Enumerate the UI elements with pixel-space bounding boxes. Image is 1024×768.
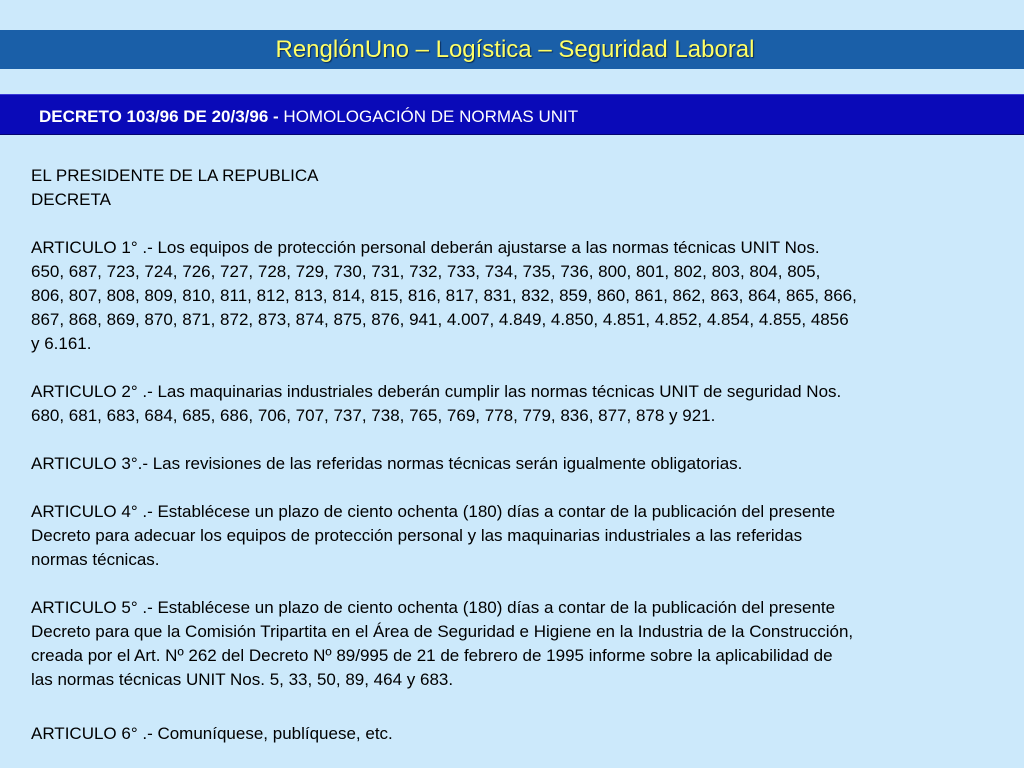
article-2 <box>31 380 1006 428</box>
article-1-line: y 6.161. <box>31 334 92 353</box>
decree-heading-bold: DECRETO 103/96 DE 20/3/96 - <box>39 107 279 126</box>
article-5-line: las normas técnicas UNIT Nos. 5, 33, 50, 89, 464 y 683. <box>31 670 454 689</box>
article-2-line: 680, 681, 683, 684, 685, 686, 706, 707, 737, 738, 765, 769, 778, 779, 836, 877, 878 y 921. <box>31 406 716 425</box>
article-2-line: ARTICULO 2° .- Las maquinarias industriales deberán cumplir las normas técnicas UNIT de seguridad Nos. <box>31 382 842 401</box>
article-6 <box>31 722 1006 746</box>
article-4-line: Decreto para adecuar los equipos de protección personal y las maquinarias industriales a las referidas <box>31 526 803 545</box>
article-4 <box>31 500 1006 572</box>
article-4-line: ARTICULO 4° .- Establécese un plazo de ciento ochenta (180) días a contar de la publicación del presente <box>31 502 836 521</box>
article-5-line: creada por el Art. Nº 262 del Decreto Nº 89/995 de 21 de febrero de 1995 informe sobre la aplicabilidad de <box>31 646 833 665</box>
decreta-line: DECRETA <box>31 190 111 209</box>
article-5 <box>31 596 1006 692</box>
article-3 <box>31 452 1006 476</box>
decree-banner <box>0 94 1024 135</box>
article-5-line: ARTICULO 5° .- Establécese un plazo de ciento ochenta (180) días a contar de la publicación del presente <box>31 598 836 617</box>
page-title: RenglónUno – Logística – Seguridad Laboral <box>275 35 755 63</box>
decree-heading <box>39 107 578 127</box>
article-1 <box>31 236 1006 356</box>
article-1-line: 867, 868, 869, 870, 871, 872, 873, 874, 875, 876, 941, 4.007, 4.849, 4.850, 4.851, 4.852, 4.854, 4.855, 4856 <box>31 310 849 329</box>
article-1-line: 650, 687, 723, 724, 726, 727, 728, 729, 730, 731, 732, 733, 734, 735, 736, 800, 801, 802, 803, 804, 805, <box>31 262 821 281</box>
article-4-line: normas técnicas. <box>31 550 160 569</box>
header-bar <box>0 30 1024 69</box>
article-6-line: ARTICULO 6° .- Comuníquese, publíquese, etc. <box>31 724 393 743</box>
article-3-line: ARTICULO 3°.- Las revisiones de las referidas normas técnicas serán igualmente obligatorias. <box>31 454 743 473</box>
article-1-line: 806, 807, 808, 809, 810, 811, 812, 813, 814, 815, 816, 817, 831, 832, 859, 860, 861, 862, 863, 864, 865, 866, <box>31 286 857 305</box>
president-line: EL PRESIDENTE DE LA REPUBLICA <box>31 166 319 185</box>
article-1-line: ARTICULO 1° .- Los equipos de protección personal deberán ajustarse a las normas técnicas UNIT Nos. <box>31 238 820 257</box>
decree-heading-normal: HOMOLOGACIÓN DE NORMAS UNIT <box>278 107 579 126</box>
article-5-line: Decreto para que la Comisión Tripartita en el Área de Seguridad e Higiene en la Industria de la Construcción, <box>31 622 854 641</box>
document-body <box>31 164 1006 746</box>
